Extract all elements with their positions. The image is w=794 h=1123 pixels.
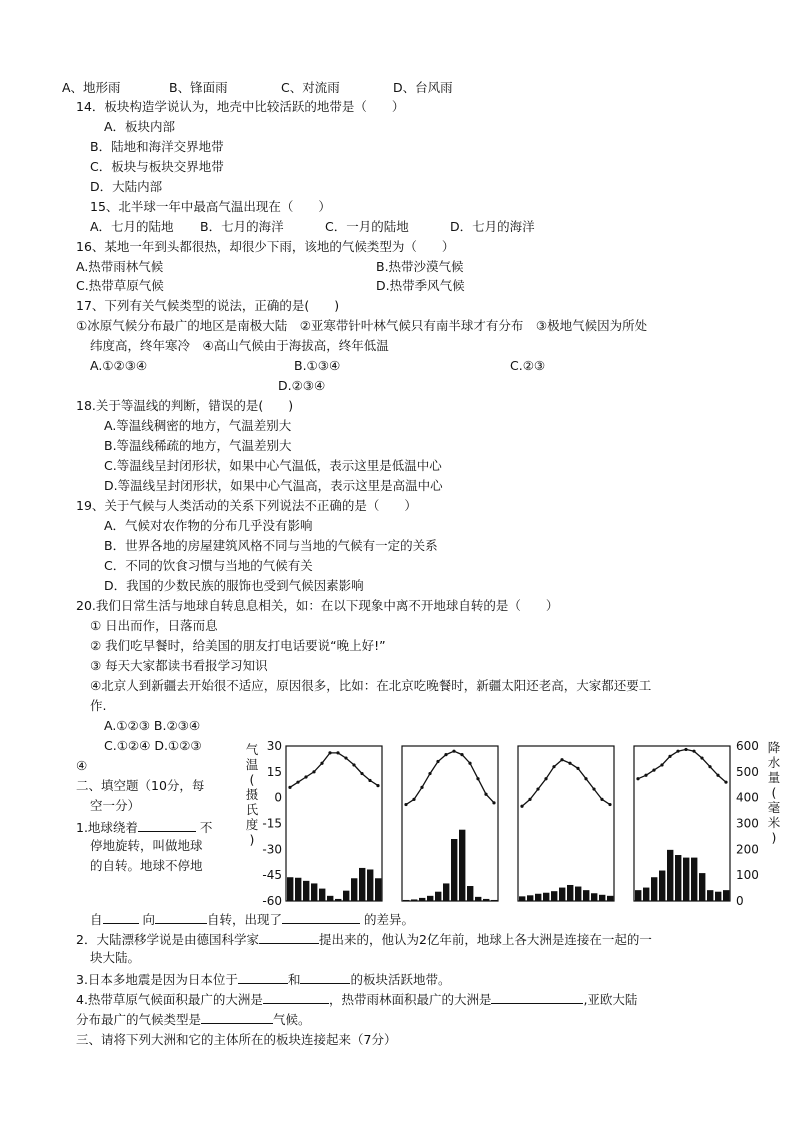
precip-bar [343,891,349,901]
panel-frame [518,746,614,901]
temperature-point [644,774,647,777]
precip-bar [591,893,597,901]
precip-bar [567,885,573,901]
q14-option-c: C．板块与板块交界地带 [90,159,224,174]
temperature-point [652,769,655,772]
fill1-line2: 停地旋转，叫做地球 [90,838,203,853]
climate-panels [286,746,730,901]
temp-tick-label: -45 [262,868,282,883]
temperature-point [320,762,323,765]
temp-axis-title-char: 摄 [245,787,259,802]
precip-bar [715,892,721,901]
q18-option-a: A.等温线稠密的地方，气温差别大 [104,418,292,433]
precip-axis-title-char: 量 [767,770,781,785]
temperature-point [700,756,703,759]
temp-tick-label: 30 [266,739,282,753]
precip-bar [535,894,541,901]
precip-bar [527,895,533,901]
q19-stem: 19、关于气候与人类活动的关系下列说法不正确的是（ ） [76,498,417,513]
fill1-line1 [76,818,212,836]
fill3-text-c: 的板块活跃地带。 [350,972,451,987]
q16-stem: 16、某地一年到头都很热，却很少下雨，该地的气候类型为（ ） [76,239,455,254]
q16-option-b: B.热带沙漠气候 [376,259,464,274]
precip-bar [319,889,325,901]
fill1-blank-1[interactable] [138,818,196,832]
fill4-text-b: ，热带雨林面积最广的大洲是 [328,992,492,1007]
precip-bar [699,873,705,901]
precip-bar [707,890,713,901]
temperature-point [676,750,679,753]
temperature-point [468,762,471,765]
precip-tick-label: 600 [736,739,759,753]
precip-bar [287,877,293,901]
precip-bar [723,890,729,901]
fill3-line [76,970,450,988]
precip-bar [635,890,641,901]
precip-bar [667,850,673,901]
temp-axis-title-char: ( [249,772,255,787]
q13-option-c: C、对流雨 [281,80,340,95]
temperature-point [412,798,415,801]
precip-tick-label: 400 [736,790,759,805]
q13-option-d: D、台风雨 [393,80,453,95]
fill1-text-b: 不 [199,820,213,835]
precip-bar [459,830,465,901]
q13-options [62,80,453,96]
temperature-point [312,770,315,773]
precip-bar [475,897,481,901]
q19-option-a: A．气候对农作物的分布几乎没有影响 [104,518,313,533]
q19-option-b: B．世界各地的房屋建筑风格不同与当地的气候有一定的关系 [104,538,438,553]
q15-option-b: B．七月的海洋 [200,219,284,234]
temp-axis-title-char: 气 [245,742,259,757]
precip-bar [411,899,417,901]
temperature-point [436,760,439,763]
temperature-point [544,777,547,780]
q20-option-a: A.①②③ [104,718,150,733]
precip-bar [651,877,657,901]
q17-stem: 17、下列有关气候类型的说法，正确的是( ) [76,298,340,313]
temperature-point [368,779,371,782]
q20-option-d: D.①②③ [154,738,202,753]
precip-bar [335,899,341,901]
temperature-point [660,763,663,766]
precip-bar [351,878,357,901]
fill1-text-a: 1.地球绕着 [76,820,138,835]
q20-options-row2 [104,738,202,754]
fill4-line2 [76,1010,311,1028]
fill3-blank-2[interactable] [300,970,350,984]
temp-tick-label: -30 [262,842,282,857]
q16-option-a: A.热带雨林气候 [76,259,164,274]
climate-panel-2 [402,746,498,901]
precip-axis-title-char: 降 [767,740,781,755]
precip-bar [599,895,605,901]
q18-option-c: C.等温线呈封闭形状，如果中心气温低，表示这里是低温中心 [104,458,442,473]
section2-title-line2: 空一分） [90,798,141,813]
temp-axis-title-char: 度 [245,817,259,832]
section2-title-line1: 二、填空题（10分，每 [76,778,205,793]
precip-bar [483,899,489,901]
precip-bar [295,878,301,901]
temperature-point [484,793,487,796]
precip-tick-label: 300 [736,816,759,831]
climate-panel-1 [286,746,382,901]
fill4-blank-2[interactable] [491,990,583,1004]
temperature-point [328,751,331,754]
fill1-text-f: 向 [142,912,156,927]
q14-stem: 14．板块构造学说认为，地壳中比较活跃的地带是（ ） [76,99,405,114]
precip-bar [419,898,425,901]
fill1-blank-2[interactable] [103,910,139,924]
temperature-point [560,758,563,761]
q20-item-3: ③ 每天大家都读书看报学习知识 [90,658,268,673]
temperature-point [452,750,455,753]
temperature-point [552,765,555,768]
q20-option-b: B.②③④ [153,718,201,733]
q20-item-2: ② 我们吃早餐时，给美国的朋友打电话要说“晚上好!” [90,638,386,653]
precip-bar [311,883,317,901]
fill3-blank-1[interactable] [238,970,288,984]
temperature-point [584,777,587,780]
precip-bar [559,888,565,901]
precip-bar [443,883,449,901]
precipitation-axis [736,739,759,908]
precip-bar [691,858,697,901]
temp-axis-title-char: 温 [245,757,259,772]
temperature-point [520,805,523,808]
temperature-line [290,753,378,787]
temp-tick-label: 0 [274,790,282,805]
climate-panel-4 [634,746,730,901]
temperature-point [600,798,603,801]
temperature-point [352,763,355,766]
q16-option-c: C.热带草原气候 [76,278,164,293]
q13-option-a: A、地形雨 [62,80,121,95]
q20-option-c: C.①②④ [104,738,151,753]
temperature-point [592,787,595,790]
temperature-point [492,801,495,804]
precip-bar [375,878,381,901]
q15-option-c: C．一月的陆地 [325,219,409,234]
temp-tick-label: -15 [262,816,282,831]
temperature-point [684,748,687,751]
fill3-text-b: 和 [287,972,301,987]
precip-bar [491,900,497,901]
temperature-point [668,755,671,758]
temperature-point [296,781,299,784]
precip-bar [467,886,473,901]
precip-tick-label: 500 [736,764,759,779]
temperature-point [576,767,579,770]
q15-option-a: A．七月的陆地 [90,219,174,234]
climate-panel-3 [518,746,614,901]
temperature-point [568,762,571,765]
precip-axis-title-char: 水 [767,755,781,770]
fill1-text-h: 的差异。 [364,912,415,927]
q15-stem: 15、北半球一年中最高气温出现在（ ） [90,199,331,214]
precip-bar [403,900,409,901]
temperature-point [716,774,719,777]
precip-bar [683,858,689,901]
temp-tick-label: 15 [266,764,282,779]
precip-tick-label: 0 [736,894,744,908]
temperature-point [360,772,363,775]
precip-bar [543,893,549,901]
fill4-blank-3[interactable] [201,1010,273,1024]
fill2-blank-1[interactable] [259,930,319,944]
fill1-text-e: 自 [90,912,103,927]
temperature-point [536,787,539,790]
precip-tick-label: 200 [736,842,759,857]
fill1-line3: 的自转。地球不停地 [90,858,203,873]
temperature-axis [262,739,282,908]
fill4-blank-1[interactable] [263,990,329,1004]
q19-option-d: D．我国的少数民族的服饰也受到气候因素影响 [104,578,364,593]
q18-option-d: D.等温线呈封闭形状，如果中心气温高，表示这里是高温中心 [104,478,443,493]
precip-axis-title-char: ( [771,785,777,800]
fill2-line2: 块大陆。 [90,950,141,965]
precip-bar [303,881,309,901]
q17-option-a: A.①②③④ [90,358,148,373]
fill2-text-a: 2．大陆漂移学说是由德国科学家 [76,932,259,947]
temperature-point [344,756,347,759]
panel-frame [634,746,730,901]
temperature-point [528,798,531,801]
q20-item-4-cont: 作. [90,698,107,713]
q18-option-b: B.等温线稀疏的地方，气温差别大 [104,438,292,453]
precip-tick-label: 100 [736,868,759,883]
temperature-point [460,753,463,756]
q20-item-1: ① 日出而作，日落而息 [90,618,218,633]
q20-stem: 20.我们日常生活与地球自转息息相关，如：在以下现象中离不开地球自转的是（ ） [76,598,559,613]
temperature-point [404,803,407,806]
temperature-point [304,775,307,778]
fill2-text-b: 提出来的，他认为2亿年前，地球上各大洲是连接在一起的一 [318,932,652,947]
temperature-point [288,786,291,789]
q14-option-b: B．陆地和海洋交界地带 [90,139,224,154]
temperature-line [522,760,610,807]
temperature-point [636,777,639,780]
fill4-line1 [76,990,637,1008]
temperature-point [336,751,339,754]
q20-item-4: ④北京人到新疆去开始很不适应，原因很多，比如：在北京吃晚餐时，新疆太阳还老高，大家都还要工 [90,678,652,693]
precip-bar [435,892,441,901]
precip-bar [675,855,681,901]
precip-bar [659,871,665,901]
q20-options-row1 [104,718,200,734]
precip-axis-title-char: ) [771,830,777,845]
temperature-point [724,781,727,784]
temperature-point [708,765,711,768]
fill4-text-c: ,亚欧大陆 [583,992,638,1007]
q16-option-d: D.热带季风气候 [376,278,465,293]
q15-options [90,219,535,235]
q14-option-d: D．大陆内部 [90,179,163,194]
q15-option-d: D．七月的海洋 [450,219,535,234]
precip-bar [367,869,373,901]
panel-frame [402,746,498,901]
precip-bar [519,896,525,901]
fill4-text-a: 4.热带草原气候面积最广的大洲是 [76,992,263,1007]
q17-statements-line2: 纬度高，终年寒冷 ④高山气候由于海拔高，终年低温 [90,338,389,353]
q17-option-b: B.①③④ [294,358,341,373]
q19-option-c: C．不同的饮食习惯与当地的气候有关 [104,558,313,573]
fill1-text-g: 自转，出现了 [207,912,283,927]
precip-bar [643,888,649,901]
q17-option-d: D.②③④ [278,378,326,393]
precip-bar [607,896,613,901]
temperature-point [420,786,423,789]
temperature-point [428,772,431,775]
temperature-point [376,784,379,787]
climate-chart [240,736,788,914]
fill4-text-e: 气候。 [273,1012,311,1027]
temperature-point [692,750,695,753]
temperature-line [638,749,726,782]
q14-option-a: A．板块内部 [104,119,176,134]
precip-bar [359,868,365,901]
precip-bar [551,891,557,901]
precip-axis-title-char: 毫 [767,800,781,815]
q17-statements-line1: ①冰原气候分布最广的地区是南极大陆 ②亚寒带针叶林气候只有南半球才有分布 ③极地气候因为所处 [76,318,648,333]
q13-option-b: B、锋面雨 [169,80,228,95]
fill2-line1 [76,930,652,948]
temperature-point [476,777,479,780]
temperature-line [406,751,494,804]
temp-axis-title-char: ) [249,832,255,847]
temperature-point [444,753,447,756]
precip-axis-title-char: 米 [767,815,781,830]
fill3-text-a: 3.日本多地震是因为日本位于 [76,972,238,987]
precip-bar [451,839,457,901]
precip-bar [327,896,333,901]
precip-bar [427,896,433,901]
temp-tick-label: -60 [262,894,282,908]
q18-stem: 18.关于等温线的判断，错误的是( ) [76,398,294,413]
precip-bar [575,887,581,901]
precip-bar [583,890,589,901]
temp-axis-title-char: 氏 [245,802,259,817]
temperature-point [608,803,611,806]
fill1-blank-3[interactable] [155,910,207,924]
section3-title: 三、请将下列大洲和它的主体所在的板块连接起来（7分） [76,1032,397,1047]
fill4-text-d: 分布最广的气候类型是 [76,1012,202,1027]
q20-option-d-tail: ④ [76,758,88,773]
q17-option-c: C.②③ [510,358,546,373]
